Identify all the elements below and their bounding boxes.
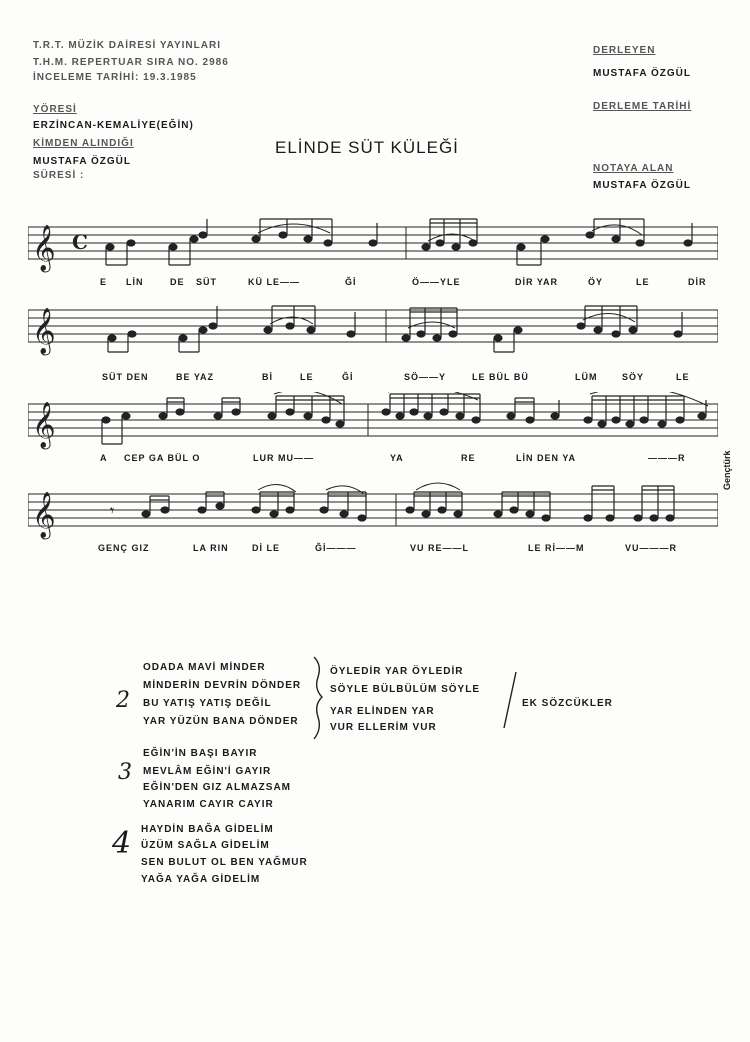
staff-line-4 <box>28 482 718 542</box>
verse-4-number: 4 <box>112 826 132 861</box>
duration-label: SÜRESİ : <box>33 170 85 181</box>
refrain-line-1: ÖYLEDİR YAR ÖYLEDİR <box>330 666 464 677</box>
lyric-4-6: LE Rİ——M <box>528 543 585 553</box>
lyric-4-3: Dİ LE <box>252 543 281 553</box>
lyric-1-6: Ğİ <box>345 277 357 287</box>
treble-clef-icon: 𝄞 <box>32 402 56 448</box>
treble-clef-icon: 𝄞 <box>32 225 56 271</box>
verse-2-line-3: BU YATIŞ YATIŞ DEĞİL <box>143 698 272 709</box>
verse-3-line-3: EĞİN'DEN GIZ ALMAZSAM <box>143 782 292 793</box>
lyric-3-3: LUR MU—— <box>253 453 314 463</box>
verse-brace-icon <box>310 655 326 741</box>
verse-3-line-4: YANARIM CAYIR CAYIR <box>143 799 274 810</box>
staff-line-2 <box>28 298 718 358</box>
lyric-2-1: SÜT DEN <box>102 372 149 382</box>
eighth-rest-icon: 𝄾 <box>110 501 115 520</box>
lyric-3-7: ———R <box>648 453 686 463</box>
treble-clef-icon: 𝄞 <box>32 308 56 354</box>
collector-label: DERLEYEN <box>593 45 656 56</box>
refrain-line-2: SÖYLE BÜLBÜLÜM SÖYLE <box>330 684 481 695</box>
publisher-line: T.R.T. MÜZİK DAİRESİ YAYINLARI <box>33 40 221 51</box>
repertoire-number: T.H.M. REPERTUAR SIRA NO. 2986 <box>33 57 229 68</box>
verse-3-line-2: MEVLÂM EĞİN'İ GAYIR <box>143 766 272 777</box>
staff-line-3 <box>28 392 718 452</box>
verse-4-line-2: ÜZÜM SAĞLA GİDELİM <box>141 840 270 851</box>
verse-2-number: 2 <box>116 688 130 713</box>
lyric-3-5: RE <box>461 453 476 463</box>
verse-3-line-1: EĞİN'İN BAŞI BAYIR <box>143 748 258 759</box>
lyric-2-6: SÖ——Y <box>404 372 447 382</box>
lyric-1-11: DİR <box>688 277 707 287</box>
refrain-line-3: YAR ELİNDEN YAR <box>330 706 435 717</box>
divider-slash-icon <box>500 670 520 730</box>
lyric-2-5: Ğİ <box>342 372 354 382</box>
verse-2-line-2: MİNDERİN DEVRİN DÖNDER <box>143 680 302 691</box>
lyric-4-7: VU———R <box>625 543 678 553</box>
verse-4-line-3: SEN BULUT OL BEN YAĞMUR <box>141 857 308 868</box>
source-label: KİMDEN ALINDIĞI <box>33 138 134 149</box>
lyric-1-9: ÖY <box>588 277 604 287</box>
lyric-4-4: Ğİ——— <box>315 543 357 553</box>
lyric-1-4: SÜT <box>196 277 217 287</box>
lyric-3-4: YA <box>390 453 404 463</box>
collector-value: MUSTAFA ÖZGÜL <box>593 68 691 79</box>
lyric-1-2: LİN <box>126 277 144 287</box>
lyric-1-7: Ö——YLE <box>412 277 461 287</box>
lyric-4-1: GENÇ GIZ <box>98 543 150 553</box>
lyric-3-2: CEP GA BÜL O <box>124 453 201 463</box>
extra-words-label: EK SÖZCÜKLER <box>522 698 613 709</box>
lyric-2-3: Bİ <box>262 372 273 382</box>
verse-2-line-1: ODADA MAVİ MİNDER <box>143 662 266 673</box>
region-label: YÖRESİ <box>33 104 77 115</box>
lyric-2-8: LÜM <box>575 372 598 382</box>
lyric-1-5: KÜ LE—— <box>248 277 300 287</box>
lyric-2-4: LE <box>300 372 314 382</box>
lyric-1-3: DE <box>170 277 185 287</box>
notation-value: MUSTAFA ÖZGÜL <box>593 180 691 191</box>
verse-2-line-4: YAR YÜZÜN BANA DÖNDER <box>143 716 299 727</box>
treble-clef-icon: 𝄞 <box>32 492 56 538</box>
lyric-4-2: LA RIN <box>193 543 229 553</box>
lyric-1-8: DİR YAR <box>515 277 559 287</box>
lyric-2-7: LE BÜL BÜ <box>472 372 529 382</box>
lyric-2-10: LE <box>676 372 690 382</box>
notation-label: NOTAYA ALAN <box>593 163 674 174</box>
side-stamp: Gençtürk <box>722 450 732 490</box>
refrain-line-4: VUR ELLERİM VUR <box>330 722 437 733</box>
verse-4-line-1: HAYDİN BAĞA GİDELİM <box>141 824 274 835</box>
verse-3-number: 3 <box>118 760 132 785</box>
source-value: MUSTAFA ÖZGÜL <box>33 156 131 167</box>
song-title: ELİNDE SÜT KÜLEĞİ <box>275 138 459 157</box>
lyric-1-1: E <box>100 277 108 287</box>
lyric-3-1: A <box>100 453 108 463</box>
region-value: ERZİNCAN-KEMALİYE(EĞİN) <box>33 120 194 131</box>
collection-date-label: DERLEME TARİHİ <box>593 101 692 112</box>
lyric-1-10: LE <box>636 277 650 287</box>
lyric-4-5: VU RE——L <box>410 543 470 553</box>
review-date: İNCELEME TARİHİ: 19.3.1985 <box>33 72 197 83</box>
lyric-3-6: LİN DEN YA <box>516 453 577 463</box>
lyric-2-9: SÖY <box>622 372 645 382</box>
verse-4-line-4: YAĞA YAĞA GİDELİM <box>141 874 261 885</box>
staff-line-1 <box>28 215 718 275</box>
lyric-2-2: BE YAZ <box>176 372 215 382</box>
time-signature: C <box>72 230 88 254</box>
